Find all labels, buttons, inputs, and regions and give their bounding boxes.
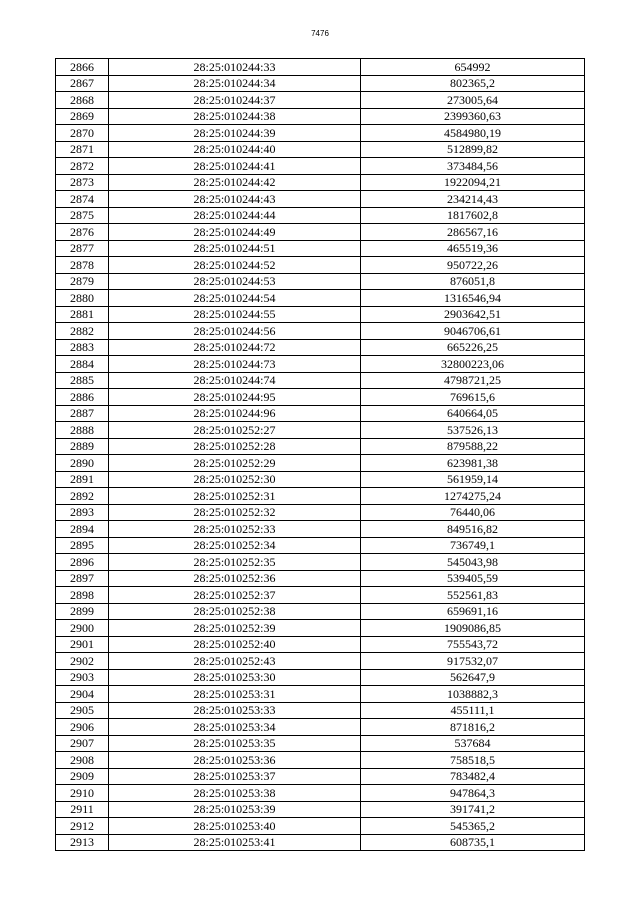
- row-number-cell: 2878: [56, 257, 109, 274]
- cadastral-number-cell: 28:25:010252:38: [109, 603, 361, 620]
- value-cell: 552561,83: [361, 587, 585, 604]
- cadastral-number-cell: 28:25:010244:56: [109, 323, 361, 340]
- table-row: [56, 752, 585, 769]
- table-row: [56, 735, 585, 752]
- table-row: [56, 207, 585, 224]
- table-row: [56, 372, 585, 389]
- cadastral-number-cell: 28:25:010244:39: [109, 125, 361, 142]
- row-number-cell: 2883: [56, 339, 109, 356]
- row-number-cell: 2885: [56, 372, 109, 389]
- cadastral-number-cell: 28:25:010253:31: [109, 686, 361, 703]
- table-row: [56, 537, 585, 554]
- cadastral-number-cell: 28:25:010244:72: [109, 339, 361, 356]
- row-number-cell: 2889: [56, 438, 109, 455]
- cadastral-number-cell: 28:25:010252:39: [109, 620, 361, 637]
- value-cell: 947864,3: [361, 785, 585, 802]
- cadastral-number-cell: 28:25:010253:39: [109, 801, 361, 818]
- value-cell: 1274275,24: [361, 488, 585, 505]
- row-number-cell: 2870: [56, 125, 109, 142]
- cadastral-number-cell: 28:25:010252:27: [109, 422, 361, 439]
- cadastral-number-cell: 28:25:010252:31: [109, 488, 361, 505]
- cadastral-number-cell: 28:25:010252:36: [109, 570, 361, 587]
- cadastral-number-cell: 28:25:010252:33: [109, 521, 361, 538]
- row-number-cell: 2869: [56, 108, 109, 125]
- table-row: [56, 273, 585, 290]
- table-row: [56, 59, 585, 76]
- row-number-cell: 2886: [56, 389, 109, 406]
- row-number-cell: 2913: [56, 834, 109, 851]
- table-row: [56, 702, 585, 719]
- row-number-cell: 2891: [56, 471, 109, 488]
- value-cell: 391741,2: [361, 801, 585, 818]
- row-number-cell: 2908: [56, 752, 109, 769]
- value-cell: 755543,72: [361, 636, 585, 653]
- row-number-cell: 2909: [56, 768, 109, 785]
- row-number-cell: 2895: [56, 537, 109, 554]
- cadastral-number-cell: 28:25:010244:33: [109, 59, 361, 76]
- cadastral-number-cell: 28:25:010253:35: [109, 735, 361, 752]
- table-row: [56, 587, 585, 604]
- table-row: [56, 290, 585, 307]
- row-number-cell: 2900: [56, 620, 109, 637]
- row-number-cell: 2884: [56, 356, 109, 373]
- row-number-cell: 2874: [56, 191, 109, 208]
- table-row: [56, 438, 585, 455]
- row-number-cell: 2873: [56, 174, 109, 191]
- table-row: [56, 405, 585, 422]
- row-number-cell: 2897: [56, 570, 109, 587]
- cadastral-number-cell: 28:25:010244:52: [109, 257, 361, 274]
- table-row: [56, 422, 585, 439]
- table-row: [56, 191, 585, 208]
- table-row: [56, 768, 585, 785]
- cadastral-number-cell: 28:25:010252:35: [109, 554, 361, 571]
- row-number-cell: 2905: [56, 702, 109, 719]
- table-row: [56, 323, 585, 340]
- page-number: 7476: [311, 29, 329, 38]
- value-cell: 665226,25: [361, 339, 585, 356]
- value-cell: 879588,22: [361, 438, 585, 455]
- row-number-cell: 2875: [56, 207, 109, 224]
- row-number-cell: 2890: [56, 455, 109, 472]
- row-number-cell: 2892: [56, 488, 109, 505]
- cadastral-number-cell: 28:25:010253:33: [109, 702, 361, 719]
- cadastral-number-cell: 28:25:010253:38: [109, 785, 361, 802]
- row-number-cell: 2877: [56, 240, 109, 257]
- cadastral-number-cell: 28:25:010253:40: [109, 818, 361, 835]
- value-cell: 4798721,25: [361, 372, 585, 389]
- value-cell: 623981,38: [361, 455, 585, 472]
- value-cell: 545043,98: [361, 554, 585, 571]
- cadastral-number-cell: 28:25:010252:29: [109, 455, 361, 472]
- row-number-cell: 2899: [56, 603, 109, 620]
- row-number-cell: 2871: [56, 141, 109, 158]
- table-row: [56, 125, 585, 142]
- cadastral-number-cell: 28:25:010244:74: [109, 372, 361, 389]
- table-row: [56, 75, 585, 92]
- row-number-cell: 2901: [56, 636, 109, 653]
- value-cell: 608735,1: [361, 834, 585, 851]
- cadastral-number-cell: 28:25:010244:41: [109, 158, 361, 175]
- value-cell: 2399360,63: [361, 108, 585, 125]
- table-row: [56, 554, 585, 571]
- table-row: [56, 636, 585, 653]
- cadastral-number-cell: 28:25:010252:40: [109, 636, 361, 653]
- cadastral-number-cell: 28:25:010252:37: [109, 587, 361, 604]
- row-number-cell: 2911: [56, 801, 109, 818]
- row-number-cell: 2882: [56, 323, 109, 340]
- value-cell: 2903642,51: [361, 306, 585, 323]
- value-cell: 76440,06: [361, 504, 585, 521]
- cadastral-number-cell: 28:25:010244:54: [109, 290, 361, 307]
- cadastral-number-cell: 28:25:010252:34: [109, 537, 361, 554]
- table-row: [56, 801, 585, 818]
- value-cell: 950722,26: [361, 257, 585, 274]
- table-row: [56, 339, 585, 356]
- table-row: [56, 108, 585, 125]
- row-number-cell: 2867: [56, 75, 109, 92]
- value-cell: 736749,1: [361, 537, 585, 554]
- table-row: [56, 141, 585, 158]
- cadastral-number-cell: 28:25:010244:96: [109, 405, 361, 422]
- table-row: [56, 719, 585, 736]
- cadastral-number-cell: 28:25:010244:73: [109, 356, 361, 373]
- cadastral-number-cell: 28:25:010244:40: [109, 141, 361, 158]
- table-row: [56, 224, 585, 241]
- value-cell: 455111,1: [361, 702, 585, 719]
- row-number-cell: 2906: [56, 719, 109, 736]
- table-row: [56, 240, 585, 257]
- cadastral-number-cell: 28:25:010253:34: [109, 719, 361, 736]
- row-number-cell: 2887: [56, 405, 109, 422]
- value-cell: 758518,5: [361, 752, 585, 769]
- value-cell: 849516,82: [361, 521, 585, 538]
- table-row: [56, 455, 585, 472]
- row-number-cell: 2879: [56, 273, 109, 290]
- value-cell: 561959,14: [361, 471, 585, 488]
- value-cell: 769615,6: [361, 389, 585, 406]
- value-cell: 4584980,19: [361, 125, 585, 142]
- cadastral-number-cell: 28:25:010244:38: [109, 108, 361, 125]
- value-cell: 465519,36: [361, 240, 585, 257]
- table-row: [56, 669, 585, 686]
- cadastral-number-cell: 28:25:010244:37: [109, 92, 361, 109]
- row-number-cell: 2868: [56, 92, 109, 109]
- table-row: [56, 158, 585, 175]
- table-row: [56, 92, 585, 109]
- row-number-cell: 2896: [56, 554, 109, 571]
- table-row: [56, 603, 585, 620]
- value-cell: 286567,16: [361, 224, 585, 241]
- value-cell: 654992: [361, 59, 585, 76]
- value-cell: 512899,82: [361, 141, 585, 158]
- row-number-cell: 2872: [56, 158, 109, 175]
- row-number-cell: 2876: [56, 224, 109, 241]
- table-row: [56, 306, 585, 323]
- value-cell: 1922094,21: [361, 174, 585, 191]
- row-number-cell: 2881: [56, 306, 109, 323]
- value-cell: 783482,4: [361, 768, 585, 785]
- value-cell: 1909086,85: [361, 620, 585, 637]
- table-row: [56, 686, 585, 703]
- table-row: [56, 504, 585, 521]
- table-row: [56, 521, 585, 538]
- cadastral-number-cell: 28:25:010244:44: [109, 207, 361, 224]
- cadastral-number-cell: 28:25:010244:95: [109, 389, 361, 406]
- table-row: [56, 834, 585, 851]
- table-row: [56, 389, 585, 406]
- row-number-cell: 2903: [56, 669, 109, 686]
- value-cell: 917532,07: [361, 653, 585, 670]
- row-number-cell: 2893: [56, 504, 109, 521]
- row-number-cell: 2910: [56, 785, 109, 802]
- value-cell: 32800223,06: [361, 356, 585, 373]
- value-cell: 537526,13: [361, 422, 585, 439]
- value-cell: 871816,2: [361, 719, 585, 736]
- table-row: [56, 471, 585, 488]
- cadastral-number-cell: 28:25:010244:42: [109, 174, 361, 191]
- cadastral-number-cell: 28:25:010244:53: [109, 273, 361, 290]
- cadastral-value-table: [55, 58, 585, 851]
- cadastral-number-cell: 28:25:010253:41: [109, 834, 361, 851]
- row-number-cell: 2907: [56, 735, 109, 752]
- value-cell: 1316546,94: [361, 290, 585, 307]
- table-body: [56, 59, 585, 851]
- table-row: [56, 570, 585, 587]
- row-number-cell: 2894: [56, 521, 109, 538]
- value-cell: 562647,9: [361, 669, 585, 686]
- table-row: [56, 257, 585, 274]
- value-cell: 9046706,61: [361, 323, 585, 340]
- cadastral-number-cell: 28:25:010252:43: [109, 653, 361, 670]
- table-row: [56, 356, 585, 373]
- cadastral-number-cell: 28:25:010253:30: [109, 669, 361, 686]
- cadastral-number-cell: 28:25:010244:49: [109, 224, 361, 241]
- value-cell: 876051,8: [361, 273, 585, 290]
- table-row: [56, 174, 585, 191]
- cadastral-number-cell: 28:25:010244:34: [109, 75, 361, 92]
- value-cell: 1817602,8: [361, 207, 585, 224]
- row-number-cell: 2866: [56, 59, 109, 76]
- table-row: [56, 620, 585, 637]
- value-cell: 659691,16: [361, 603, 585, 620]
- row-number-cell: 2902: [56, 653, 109, 670]
- row-number-cell: 2880: [56, 290, 109, 307]
- value-cell: 1038882,3: [361, 686, 585, 703]
- row-number-cell: 2912: [56, 818, 109, 835]
- value-cell: 273005,64: [361, 92, 585, 109]
- table-row: [56, 653, 585, 670]
- row-number-cell: 2898: [56, 587, 109, 604]
- cadastral-number-cell: 28:25:010252:30: [109, 471, 361, 488]
- value-cell: 545365,2: [361, 818, 585, 835]
- table-row: [56, 488, 585, 505]
- cadastral-number-cell: 28:25:010244:55: [109, 306, 361, 323]
- cadastral-number-cell: 28:25:010252:28: [109, 438, 361, 455]
- cadastral-number-cell: 28:25:010253:37: [109, 768, 361, 785]
- cadastral-number-cell: 28:25:010252:32: [109, 504, 361, 521]
- value-cell: 234214,43: [361, 191, 585, 208]
- cadastral-number-cell: 28:25:010253:36: [109, 752, 361, 769]
- value-cell: 539405,59: [361, 570, 585, 587]
- table-row: [56, 818, 585, 835]
- value-cell: 802365,2: [361, 75, 585, 92]
- value-cell: 537684: [361, 735, 585, 752]
- value-cell: 640664,05: [361, 405, 585, 422]
- row-number-cell: 2888: [56, 422, 109, 439]
- table-row: [56, 785, 585, 802]
- value-cell: 373484,56: [361, 158, 585, 175]
- row-number-cell: 2904: [56, 686, 109, 703]
- cadastral-number-cell: 28:25:010244:51: [109, 240, 361, 257]
- cadastral-number-cell: 28:25:010244:43: [109, 191, 361, 208]
